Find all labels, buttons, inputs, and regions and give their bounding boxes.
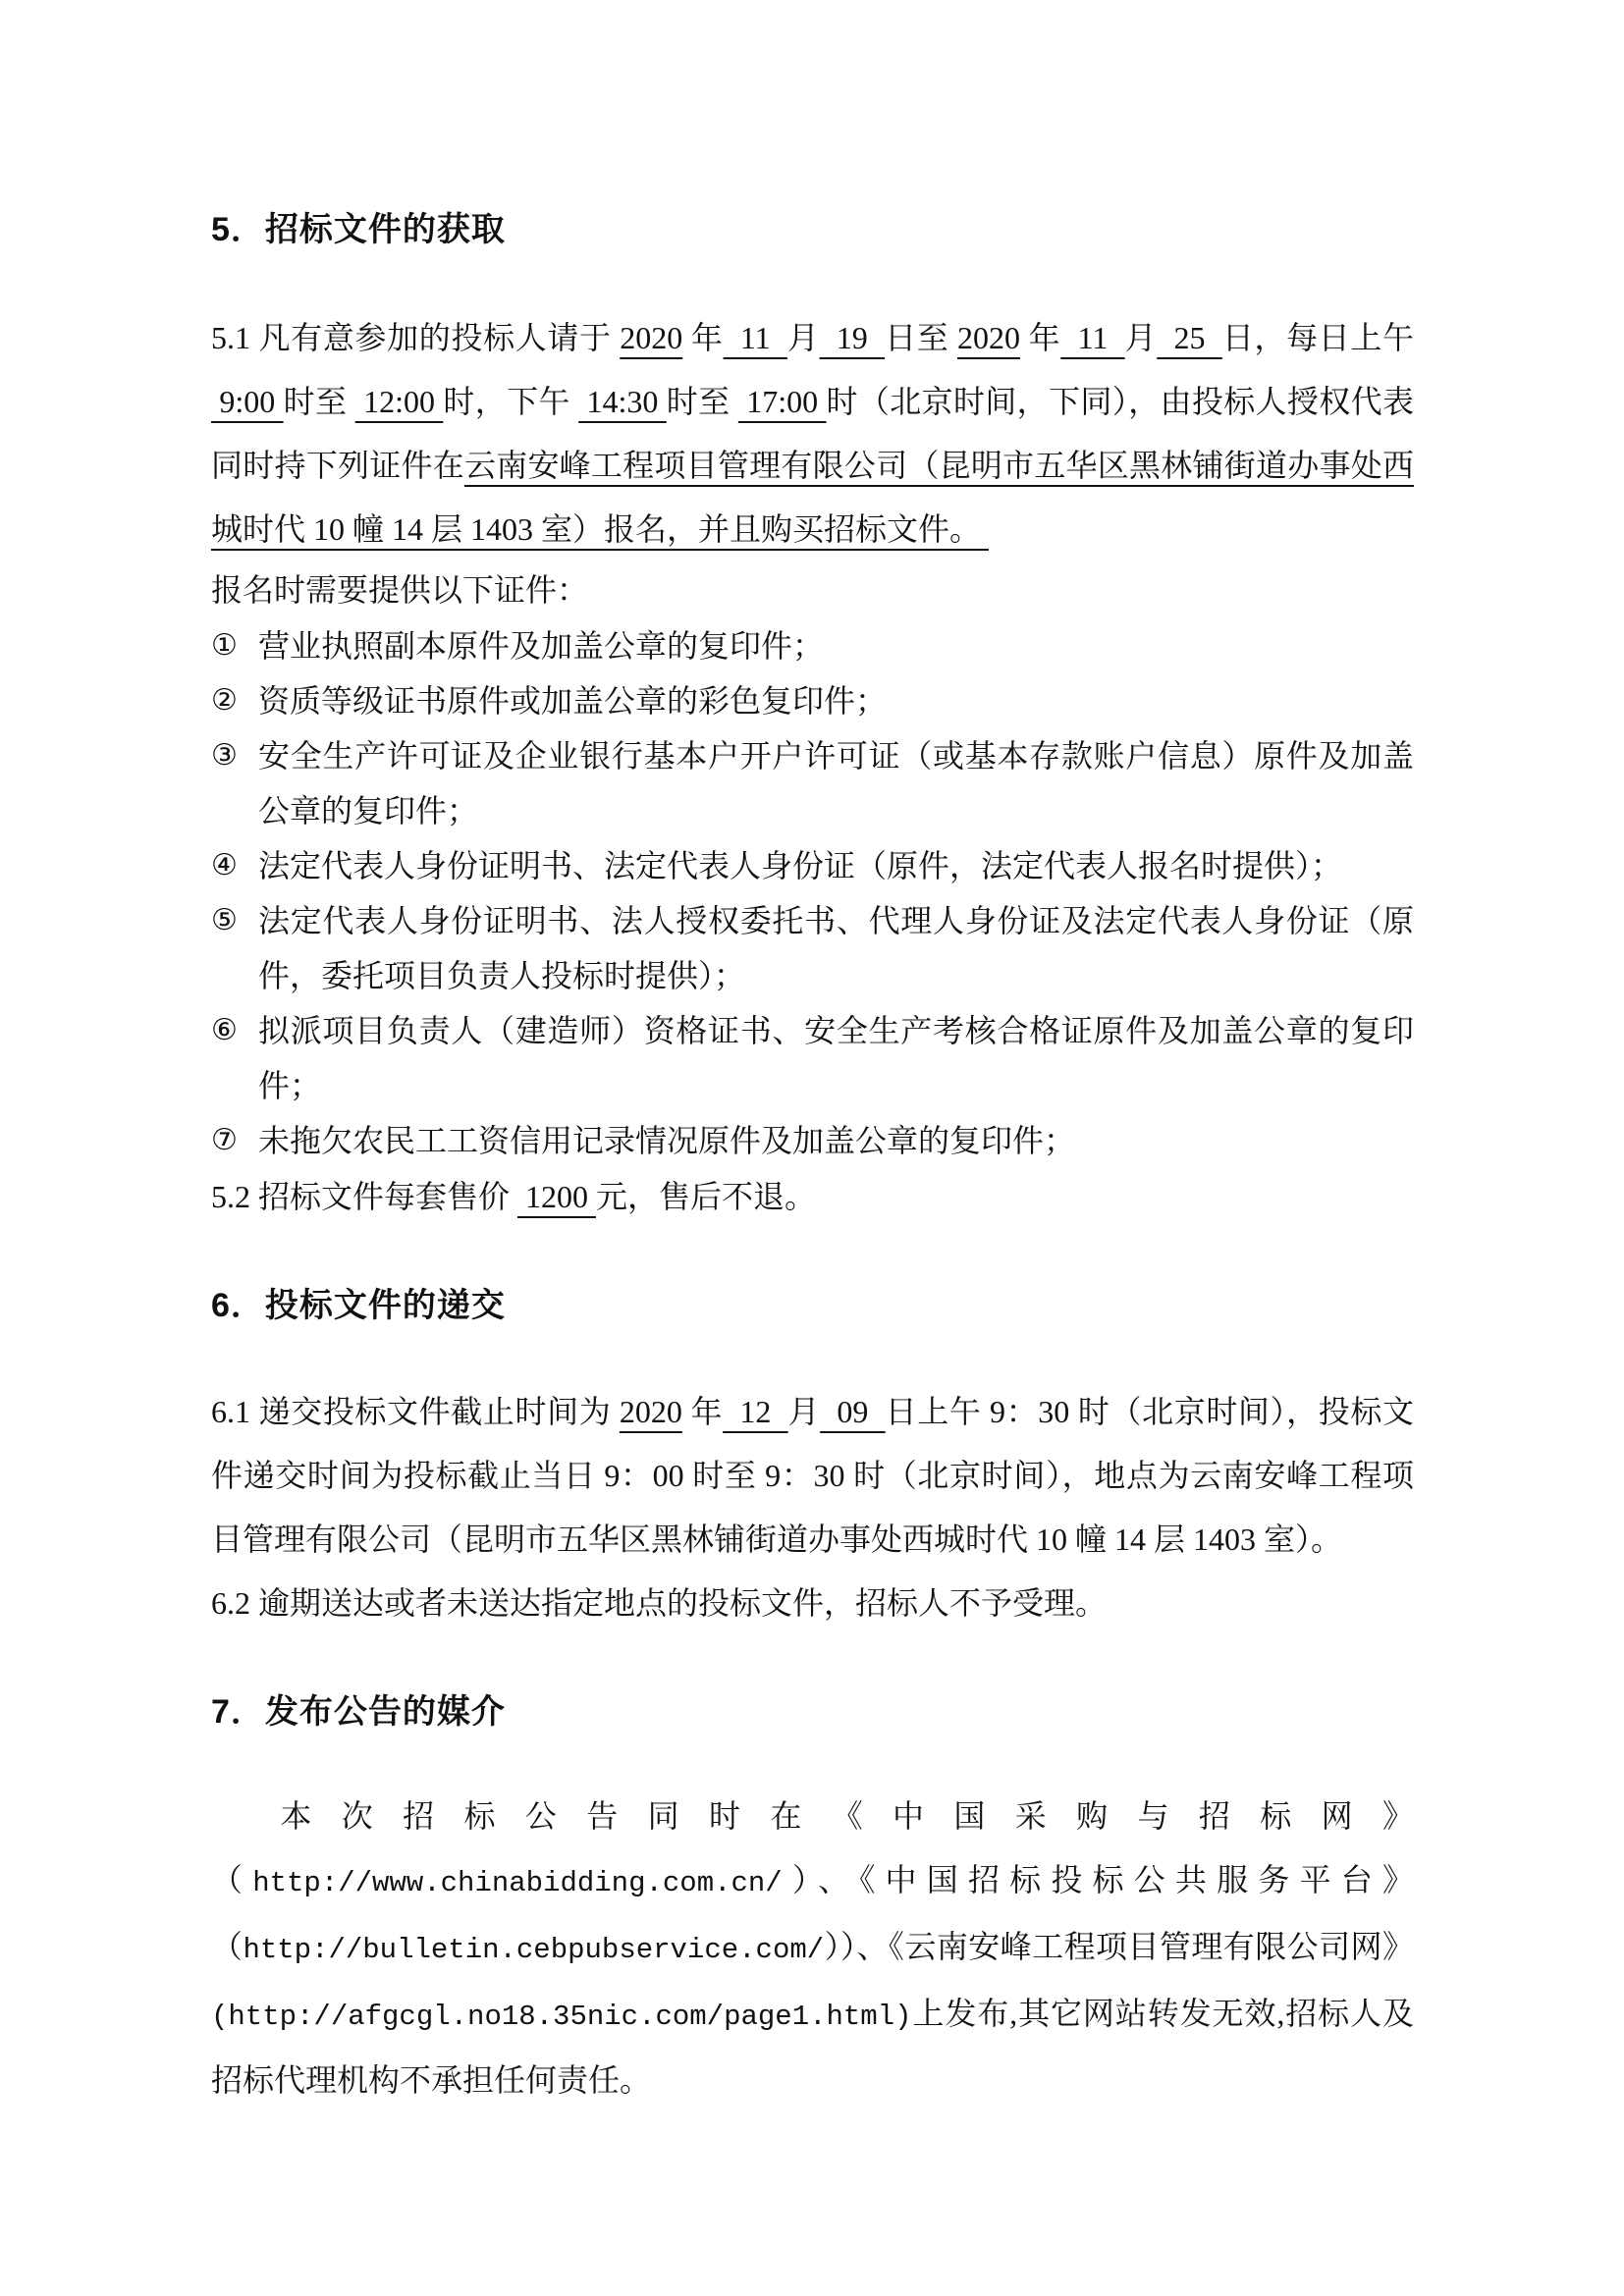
paragraph-5-1: 5.1 凡有意参加的投标人请于 2020 年 11 月 19 日至 2020 年 11 月 25 日，每日上午 9:00 时至 12:00 时，下午 14:30 时至 17:00 时（北京时间，下同），由投标人授权代表同时持下列证件在云南安峰工程项目管理有限公司（昆明市五华区黑林铺街道办事处西城时代 10 幢 14 层 1403 室）报名，并且购买招标文件。 (211, 320, 1415, 547)
item-marker: ③ (211, 738, 238, 773)
item-marker: ④ (211, 848, 238, 882)
list-item (211, 1003, 1414, 1113)
list-item (211, 893, 1414, 1003)
item-marker: ⑦ (211, 1123, 238, 1157)
list-item (211, 838, 1414, 893)
section-5-heading: 5．招标文件的获取 (211, 211, 506, 248)
item-marker: ② (211, 683, 238, 718)
item-text: 法定代表人身份证明书、法定代表人身份证（原件，法定代表人报名时提供）； (258, 848, 1343, 883)
item-text: 法定代表人身份证明书、法人授权委托书、代理人身份证及法定代表人身份证（原件，委托项目负责人投标时提供）； (258, 903, 1414, 993)
item-marker: ⑥ (211, 1013, 238, 1047)
credential-list (211, 618, 1414, 1168)
list-item (211, 728, 1414, 838)
item-text: 拟派项目负责人（建造师）资格证书、安全生产考核合格证原件及加盖公章的复印件； (258, 1013, 1414, 1103)
item-text: 安全生产许可证及企业银行基本户开户许可证（或基本存款账户信息）原件及加盖公章的复印件； (258, 738, 1414, 828)
list-item (211, 618, 1414, 673)
paragraph-6-1: 6.1 递交投标文件截止时间为 2020 年 12 月 09 日上午 9：30 时（北京时间），投标文件递交时间为投标截止当日 9：00 时至 9：30 时（北京时间），地点为云南安峰工程项目管理有限公司（昆明市五华区黑林铺街道办事处西城时代 10 幢 14 层 1403 室）。 (211, 1394, 1414, 1557)
item-text: 营业执照副本原件及加盖公章的复印件； (258, 628, 825, 664)
item-marker: ① (211, 628, 238, 663)
item-marker: ⑤ (211, 903, 238, 937)
section-5 (211, 208, 1414, 1225)
list-item (211, 1113, 1414, 1168)
paragraph-5-2: 5.2 招标文件每套售价 1200 元，售后不退。 (211, 1179, 817, 1214)
section-6-heading: 6．投标文件的递交 (211, 1287, 506, 1324)
section-7-heading: 7．发布公告的媒介 (211, 1693, 506, 1731)
item-text: 资质等级证书原件或加盖公章的彩色复印件； (258, 683, 888, 719)
section-7 (211, 1690, 1414, 2112)
list-item (211, 673, 1414, 728)
item-text: 未拖欠农民工工资信用记录情况原件及加盖公章的复印件； (258, 1123, 1076, 1158)
paragraph-7-media: 本次招标公告同时在《中国采购与招标网》（http://www.chinabidding.com.cn/）、《中国招标投标公共服务平台》（http://bulletin.cebpubservice.com/））、《云南安峰工程项目管理有限公司网》(http://afgcgl.no18.35nic.com/page1.html)上发布,其它网站转发无效,招标人及招标代理机构不承担任何责任。 (211, 1798, 1414, 2098)
paragraph-credentials-intro: 报名时需要提供以下证件： (211, 572, 589, 608)
section-6 (211, 1284, 1414, 1635)
paragraph-6-2: 6.2 逾期送达或者未送达指定地点的投标文件，招标人不予受理。 (211, 1585, 1108, 1621)
